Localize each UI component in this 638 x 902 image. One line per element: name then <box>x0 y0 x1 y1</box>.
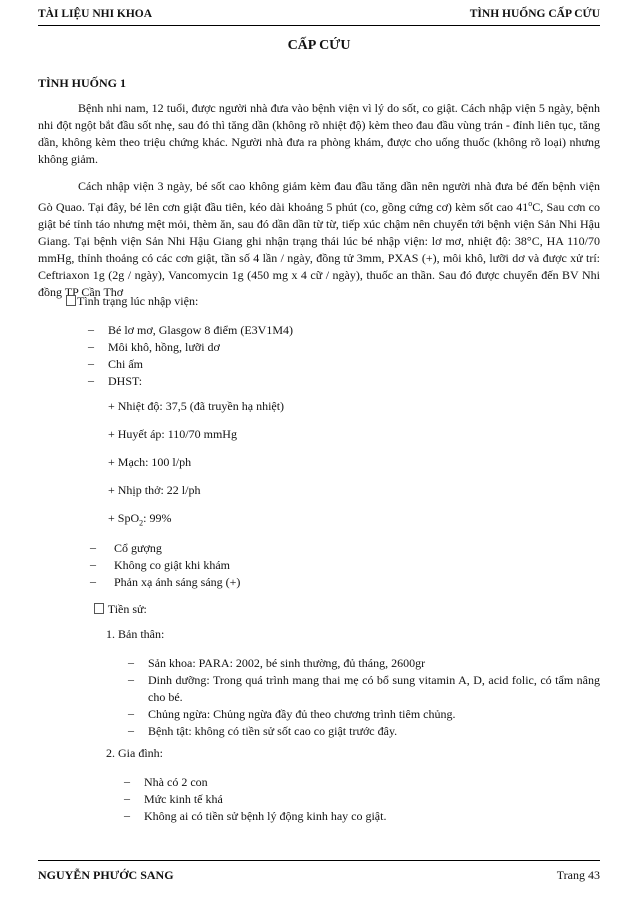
dash-icon: – <box>128 672 134 686</box>
dash-icon: – <box>88 356 94 370</box>
admission-heading-text: Tình trạng lúc nhập viện: <box>77 294 199 308</box>
list-item: Không ai có tiền sử bệnh lý động kinh hay co giật. <box>144 809 387 823</box>
dash-icon: – <box>88 322 94 336</box>
family-history-title: 2. Gia đình: <box>106 746 163 760</box>
history-heading <box>94 601 147 618</box>
header-left: TÀI LIỆU NHI KHOA <box>38 8 153 20</box>
spo2-subscript: 2 <box>139 518 144 528</box>
paragraph-2-part-1: Cách nhập viện 3 ngày, bé sốt cao không giảm kèm đau đầu tăng dần nên người nhà đưa bé đến bệnh viện Gò Quao. Tại đây, bé lên cơn giật đầu tiên, kéo dài khoảng 5 phút (co, gồng cứng cơ) kèm sốt cao 41 <box>38 179 600 214</box>
dash-icon: – <box>128 706 134 720</box>
list-item: Phản xạ ánh sáng sáng (+) <box>114 575 241 589</box>
bullet-box-icon <box>94 603 104 614</box>
vital-sign-spo2 <box>108 510 171 531</box>
list-item: Không co giật khi khám <box>114 558 230 572</box>
paragraph-2 <box>38 178 600 301</box>
dash-icon: – <box>90 574 96 588</box>
list-item: Cổ gượng <box>114 541 162 555</box>
admission-heading <box>66 293 198 310</box>
dash-icon: – <box>124 791 130 805</box>
list-item: Bé lơ mơ, Glasgow 8 điểm (E3V1M4) <box>108 323 294 337</box>
dash-icon: – <box>90 557 96 571</box>
spo2-prefix: + SpO <box>108 511 140 525</box>
footer-author: NGUYỄN PHƯỚC SANG <box>38 868 174 882</box>
paragraph-1: Bệnh nhi nam, 12 tuổi, được người nhà đưa vào bệnh viện vì lý do sốt, co giật. Cách nhập viện 5 ngày, bệnh nhi đột ngột bắt đầu sốt nhẹ, sau đó thì tăng dần (không rõ nhiệt độ) kèm theo đau đầu vùng trán - đỉnh liên tục, tăng dần, không kèm theo triệu chứng khác. Người nhà đưa ra phòng khám, được cho uống thuốc (không rõ loại) nhưng không giảm. <box>38 101 600 166</box>
vital-sign: + Mạch: 100 l/ph <box>108 455 192 469</box>
list-item: DHST: <box>108 374 143 388</box>
dash-icon: – <box>88 373 94 387</box>
page-number: Trang 43 <box>556 868 600 882</box>
dash-icon: – <box>124 774 130 788</box>
list-item: Môi khô, hồng, lưỡi dơ <box>108 340 220 354</box>
header-right: TÌNH HUỐNG CẤP CỨU <box>469 8 600 20</box>
list-item: Chi ấm <box>108 357 143 371</box>
list-item: Chủng ngừa: Chủng ngừa đầy đủ theo chương trình tiêm chủng. <box>148 707 456 721</box>
list-item: Bệnh tật: không có tiền sử sốt cao co giật trước đây. <box>148 724 398 738</box>
degree-superscript: o <box>528 199 533 208</box>
vital-sign: + Nhiệt độ: 37,5 (đã truyền hạ nhiệt) <box>108 399 285 413</box>
page-title: CẤP CỨU <box>287 38 351 53</box>
page-header <box>38 8 600 24</box>
dash-icon: – <box>128 655 134 669</box>
list-item: Dinh dưỡng: Trong quá trình mang thai mẹ có bổ sung vitamin A, D, acid folic, có tẩm nâng cho bé. <box>148 673 600 704</box>
list-item: Mức kinh tế khá <box>144 792 223 806</box>
self-history-title: 1. Bản thân: <box>106 627 165 641</box>
footer-divider <box>38 860 600 861</box>
bullet-box-icon <box>66 295 76 306</box>
header-divider <box>38 25 600 26</box>
vital-sign: + Huyết áp: 110/70 mmHg <box>108 427 237 441</box>
dash-icon: – <box>124 808 130 822</box>
list-item: Nhà có 2 con <box>144 775 208 789</box>
spo2-suffix: : 99% <box>143 511 172 525</box>
paragraph-2-part-2: C, Sau cơn co giật bé tỉnh táo nhưng mệt mỏi, thèm ăn, sau đó dần dần từ từ, tiếp xúc chậm nên chuyển tới bệnh viện Sản Nhi Hậu Giang. Tại bệnh viện Sản Nhi Hậu Giang ghi nhận trạng thái lúc bé nhập viện: lơ mơ, nhiệt độ: 38°C, HA 110/70 mmHg, thỉnh thoảng có các cơn giật, tần số 4 lần / ngày, đồng tử 3mm, PXAS (+), môi khô, lưỡi dơ và được xử trí: Ceftriaxon 1g (2g / ngày), Vancomycin 1g (450 mg x 4 cữ / ngày), thuốc an thần. Sau đó được chuyển đến BV Nhi đồng TP Cần Thơ <box>38 200 600 299</box>
dash-icon: – <box>88 339 94 353</box>
vital-sign: + Nhịp thở: 22 l/ph <box>108 483 201 497</box>
dash-icon: – <box>128 723 134 737</box>
history-heading-text: Tiền sử: <box>107 602 147 616</box>
list-item: Sản khoa: PARA: 2002, bé sinh thường, đủ tháng, 2600gr <box>148 656 426 670</box>
case-title: TÌNH HUỐNG 1 <box>38 76 127 90</box>
dash-icon: – <box>90 540 96 554</box>
